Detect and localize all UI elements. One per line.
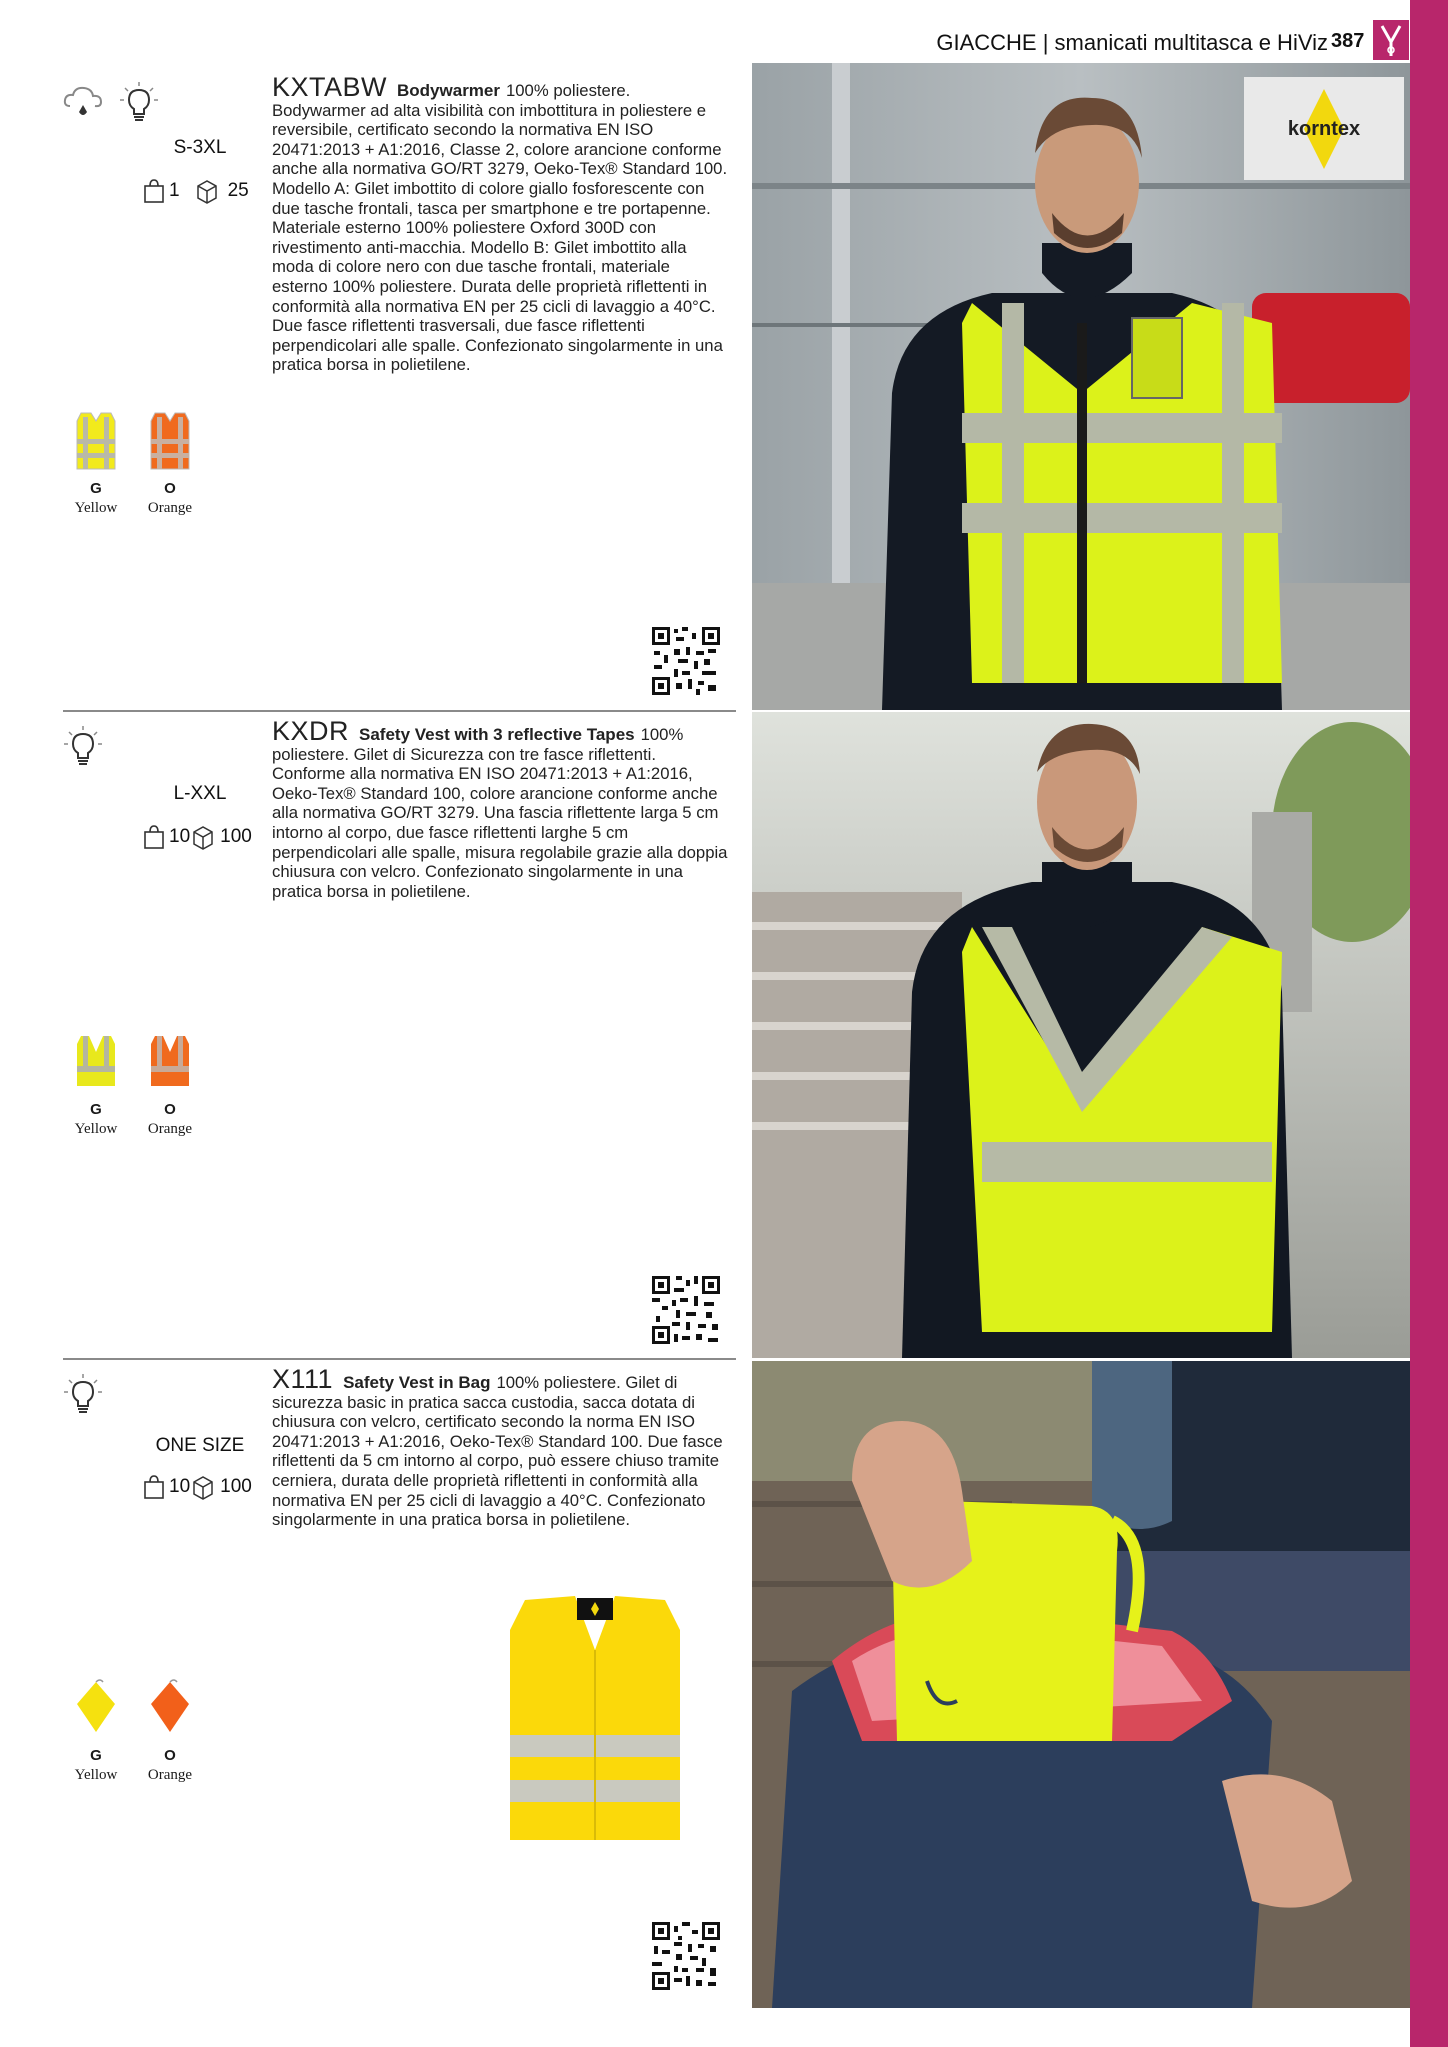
page-number: 387 (1331, 30, 1365, 52)
packaging-info (143, 824, 252, 850)
swatch-yellow[interactable] (67, 1030, 125, 1138)
brand-mark-icon (1373, 20, 1409, 60)
packaging-info (143, 178, 249, 204)
pack-carton: 100 (220, 826, 252, 847)
vest-swatch-icon (141, 409, 199, 473)
swatch-yellow[interactable] (67, 1676, 125, 1784)
product-code: X111 (272, 1364, 334, 1394)
product-description (272, 716, 728, 901)
color-swatches (67, 1030, 199, 1138)
qr-code-icon[interactable] (650, 625, 722, 697)
product-name: Bodywarmer (397, 81, 500, 100)
product-code: KXTABW (272, 72, 388, 102)
size-range: L-XXL (173, 783, 227, 804)
product-name: Safety Vest in Bag (343, 1373, 491, 1392)
swatch-code: O (164, 1747, 176, 1764)
product-description (272, 72, 728, 375)
swatch-orange[interactable] (141, 1676, 199, 1784)
bag-icon (143, 1474, 165, 1500)
swatch-name: Yellow (74, 1767, 118, 1783)
product-photo-x111 (752, 1361, 1410, 2008)
carton-icon (192, 824, 214, 850)
carton-icon (196, 178, 218, 204)
swatch-orange[interactable] (141, 409, 199, 517)
swatch-name: Yellow (74, 1121, 118, 1137)
swatch-name: Orange (147, 500, 193, 516)
pack-single: 10 (169, 826, 191, 847)
bag-icon (143, 178, 165, 204)
lightbulb-icon (118, 80, 160, 124)
bag-icon (143, 824, 165, 850)
swatch-name: Yellow (74, 500, 118, 516)
side-color-bar (1410, 0, 1448, 2047)
vest-swatch-icon (67, 1030, 125, 1094)
size-range: S-3XL (173, 137, 227, 158)
qr-code-icon[interactable] (650, 1920, 722, 1992)
swatch-name: Orange (147, 1121, 193, 1137)
swatch-yellow[interactable] (67, 409, 125, 517)
korntex-logo (1244, 77, 1404, 180)
pack-carton: 100 (220, 1476, 252, 1497)
product-text: 100% poliestere. Bodywarmer ad alta visibilità con imbottitura in poliestere e reversibile, certificato secondo la normativa EN ISO 20471:2013 + A1:2016, Classe 2, colore arancione conforme anche alla normativa GO/RT 3279, Oeko-Tex® Standard 100. Modello A: Gilet imbottito di colore giallo fosforescente con due tasche frontali, tasca per smartphone e tre portapenne. Materiale esterno 100% poliestere Oxford 300D con rivestimento anti-macchia. Modello B: Gilet imbottito alla moda di colore nero con due tasche frontali, materiale esterno 100% poliestere. Durata delle proprietà riflettenti in conformità alla normativa EN per 25 cicli di lavaggio a 40°C. Due fasce riflettenti trasversali, due fasce riflettenti perpendicolari alle spalle. Confezionato singolarmente in una pratica borsa in polietilene. (272, 81, 728, 375)
swatch-orange[interactable] (141, 1030, 199, 1138)
product-text: 100% poliestere. Gilet di Sicurezza con tre fasce riflettenti. Conforme alla normativa EN ISO 20471:2013 + A1:2016, Oeko-Tex® Standard 100, colore arancione conforme anche alla normativa GO/RT 3279. Una fascia riflettente larga 5 cm intorno al corpo, due fasce riflettenti larghe 5 cm perpendicolari alle spalle, misura regolabile grazie alla doppia chiusura con velcro. Confezionato singolarmente in una pratica borsa in polietilene. (272, 725, 728, 901)
product-text: 100% poliestere. Gilet di sicurezza basic in pratica sacca custodia, sacca dotata di chiusura con velcro, certificato secondo la norma EN ISO 20471:2013 + A1:2016, Oeko-Tex® Standard 100. Due fasce riflettenti da 5 cm intorno al corpo, può essere chiuso tramite cerniera, durata delle proprietà riflettenti in conformità alla normativa EN per 25 cicli di lavaggio a 40°C. Confezionato singolarmente in una pratica borsa in polietilene. (272, 1373, 723, 1530)
qr-code-icon[interactable] (650, 1274, 722, 1346)
product-code: KXDR (272, 716, 350, 746)
vest-swatch-icon (141, 1030, 199, 1094)
yellow-vest-product-image (505, 1590, 685, 1850)
lightbulb-icon (62, 724, 104, 768)
page-header (0, 0, 1410, 60)
man-wearing-vest-image (752, 712, 1410, 1358)
packaging-info (143, 1474, 252, 1500)
color-swatches (67, 1676, 199, 1784)
feature-icons (62, 80, 160, 124)
vest-swatch-icon (67, 409, 125, 473)
swatch-code: O (164, 1101, 176, 1118)
size-range: ONE SIZE (155, 1435, 245, 1456)
product-description (272, 1364, 728, 1530)
carton-icon (192, 1474, 214, 1500)
swatch-name: Orange (147, 1767, 193, 1783)
product-name: Safety Vest with 3 reflective Tapes (359, 725, 635, 744)
pack-single: 1 (169, 180, 180, 201)
section-title: GIACCHE | smanicati multitasca e HiViz (936, 30, 1328, 55)
feature-icons (62, 1372, 104, 1416)
pack-carton: 25 (227, 180, 249, 201)
bag-swatch-icon (141, 1676, 199, 1740)
lightbulb-icon (62, 1372, 104, 1416)
rain-icon (62, 80, 104, 124)
swatch-code: G (90, 1101, 102, 1118)
feature-icons (62, 724, 104, 768)
swatch-code: O (164, 480, 176, 497)
swatch-code: G (90, 480, 102, 497)
korntex-logo-text: korntex (1287, 118, 1361, 140)
vest-in-bag-image (752, 1361, 1410, 2008)
color-swatches (67, 409, 199, 517)
pack-single: 10 (169, 1476, 191, 1497)
product-photo-kxdr (752, 712, 1410, 1358)
bag-swatch-icon (67, 1676, 125, 1740)
swatch-code: G (90, 1747, 102, 1764)
